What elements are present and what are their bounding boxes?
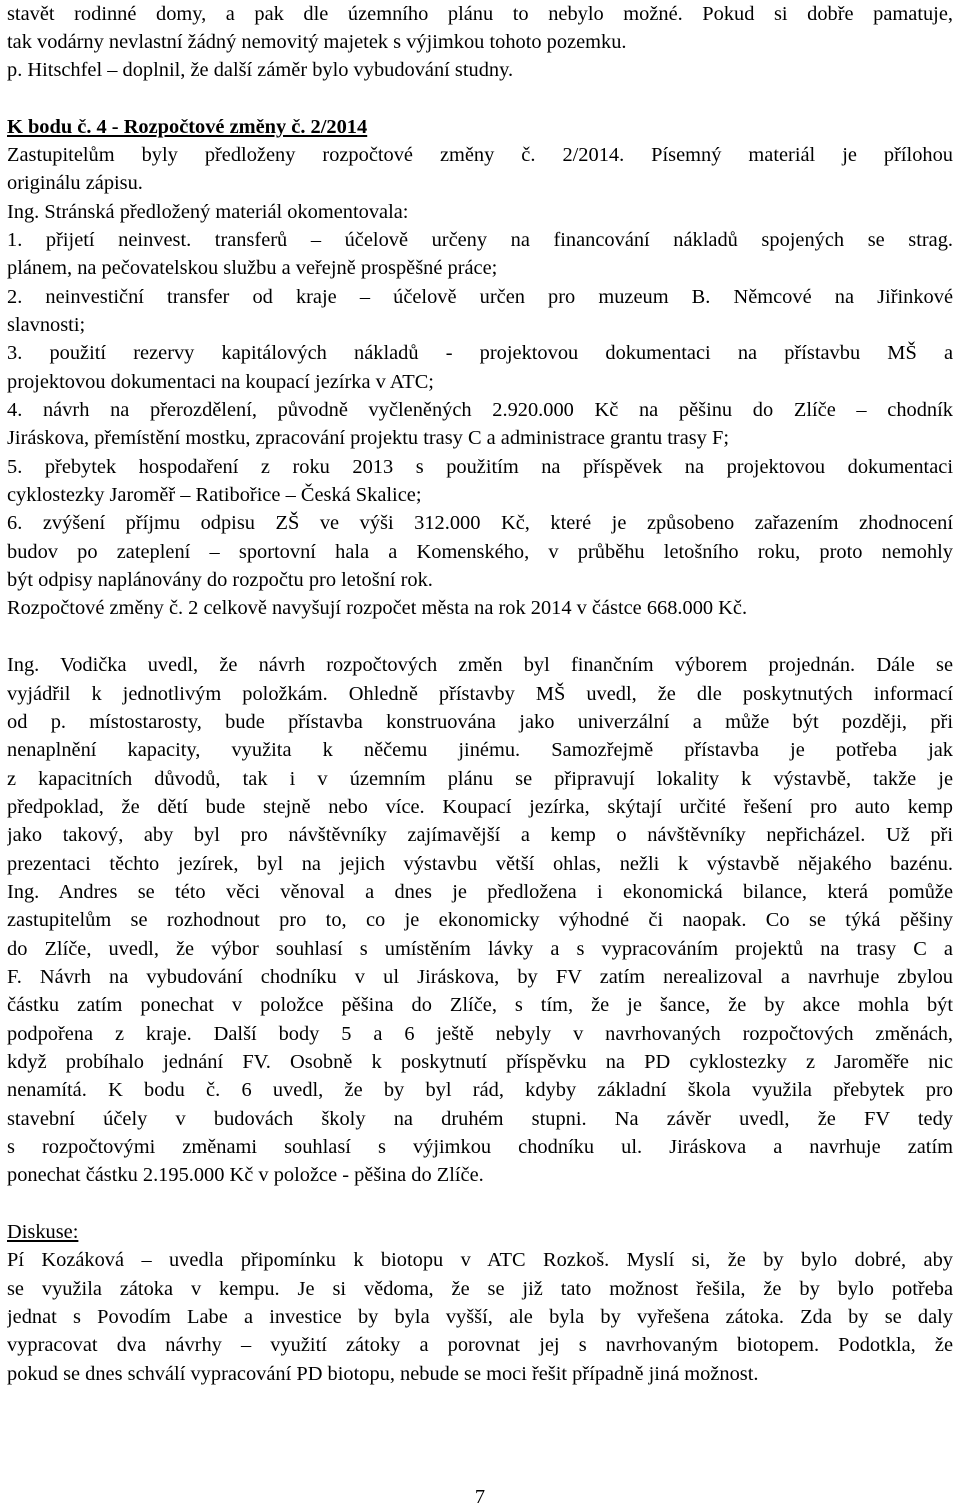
- text-line: ponechat částku 2.195.000 Kč v položce - pěšina do Zlíče.: [7, 1164, 484, 1186]
- text-line: tak vodárny nevlastní žádný nemovitý majetek s výjimkou tohoto pozemku.: [7, 31, 627, 53]
- text-line: Jiráskova, přemístění mostku, zpracování projektu trasy C a administrace grantu trasy F;: [7, 427, 729, 449]
- list-item: 5. přebytek hospodaření z roku 2013 s použitím na příspěvek na projektovou dokumentaci: [7, 456, 953, 478]
- text-line: Ing. Andres se této věci věnoval a dnes je předložena i ekonomická bilance, která pomůže: [7, 881, 953, 903]
- text-line: vyjádřil k jednotlivým položkám. Ohledně přístavby MŠ uvedl, že dle poskytnutých informací: [7, 683, 953, 705]
- text-line: originálu zápisu.: [7, 172, 143, 194]
- text-line: slavnosti;: [7, 314, 86, 336]
- diskuse-label: Diskuse:: [7, 1221, 79, 1243]
- text-line: s rozpočtovými změnami souhlasí s výjimkou chodníku ul. Jiráskova a navrhuje zatím: [7, 1136, 953, 1158]
- page-number: 7: [474, 1486, 486, 1508]
- text-line: nenaplnění kapacity, využita k něčemu jinému. Samozřejmě přístavba je potřeba jak: [7, 739, 953, 761]
- text-line: zastupitelům se rozhodnout pro to, co je ekonomicky výhodné či naopak. Co se týká pěšiny: [7, 909, 953, 931]
- text-line: pokud se dnes schválí vypracování PD biotopu, nebude se moci řešit případně jiná možnost.: [7, 1363, 759, 1385]
- list-item: 4. návrh na přerozdělení, původně vyčleněných 2.920.000 Kč na pěšinu do Zlíče – chodník: [7, 399, 953, 421]
- list-item: 1. přijetí neinvest. transferů – účelově určeny na financování nákladů spojených se strag.: [7, 229, 953, 251]
- text-line: být odpisy naplánovány do rozpočtu pro letošní rok.: [7, 569, 433, 591]
- list-item: 3. použití rezervy kapitálových nákladů - projektovou dokumentaci na přístavbu MŠ a: [7, 342, 953, 364]
- text-line: nenamítá. K bodu č. 6 uvedl, že by byl rád, kdyby základní škola využila přebytek pro: [7, 1079, 953, 1101]
- text-line: plánem, na pečovatelskou službu a veřejně prospěšné práce;: [7, 257, 498, 279]
- list-item: 2. neinvestiční transfer od kraje – účelově určen pro muzeum B. Němcové na Jiřinkové: [7, 286, 953, 308]
- text-line: jednat s Povodím Labe a investice by byla vyšší, ale byla by vyřešena zátoka. Zda by se daly: [7, 1306, 953, 1328]
- text-line: cyklostezky Jaroměř – Ratibořice – Česká Skalice;: [7, 484, 422, 506]
- text-line: stavět rodinné domy, a pak dle územního plánu to nebylo možné. Pokud si dobře pamatuje,: [7, 3, 953, 25]
- text-line: p. Hitschfel – doplnil, že další záměr bylo vybudování studny.: [7, 59, 514, 81]
- text-line: prezentaci těchto jezírek, byl na jejich výstavbu větší ohlas, nežli k výstavbě nějakého bazénu.: [7, 853, 953, 875]
- text-line: Pí Kozáková – uvedla připomínku k biotopu v ATC Rozkoš. Myslí si, že by bylo dobré, aby: [7, 1249, 953, 1271]
- section-heading: K bodu č. 4 - Rozpočtové změny č. 2/2014: [7, 116, 368, 138]
- text-line: vypracovat dva návrhy – využití zátoky a porovnat jej s navrhovaným biotopem. Podotkla, že: [7, 1334, 953, 1356]
- text-line: z kapacitních důvodů, tak i v územním plánu se připravují lokality k výstavbě, takže je: [7, 768, 953, 790]
- text-line: částku zatím ponechat v položce pěšina do Zlíče, s tím, že je šance, že by akce mohla být: [7, 994, 953, 1016]
- text-line: budov po zateplení – sportovní hala a Komenského, v průběhu letošního roku, proto nemohly: [7, 541, 953, 563]
- text-line: stavební účely v budovách školy na druhém stupni. Na závěr uvedl, že FV tedy: [7, 1108, 953, 1130]
- text-line: od p. místostarosty, bude přístavba konstruována jako univerzální a může být později, při: [7, 711, 953, 733]
- text-line: Ing. Stránská předložený materiál okomentovala:: [7, 201, 409, 223]
- text-line: do Zlíče, uvedl, že výbor souhlasí s umístěním lávky a s vypracováním projektů na trasy C a: [7, 938, 953, 960]
- text-line: projektovou dokumentaci na koupací jezírka v ATC;: [7, 371, 434, 393]
- text-line: předpoklad, že dětí bude stejně nebo více. Koupací jezírka, skýtají určité řešení pro auto kemp: [7, 796, 953, 818]
- text-line: Zastupitelům byly předloženy rozpočtové změny č. 2/2014. Písemný materiál je přílohou: [7, 144, 953, 166]
- list-item: 6. zvýšení příjmu odpisu ZŠ ve výši 312.000 Kč, které je způsobeno zařazením zhodnocení: [7, 512, 953, 534]
- text-line: když probíhalo jednání FV. Osobně k poskytnutí příspěvku na PD cyklostezky z Jaroměře nic: [7, 1051, 953, 1073]
- text-line: podpořena z kraje. Další body 5 a 6 ještě nebyly v navrhovaných rozpočtových změnách,: [7, 1023, 953, 1045]
- text-line: F. Návrh na vybudování chodníku v ul Jiráskova, by FV zatím nerealizoval a navrhuje zbylou: [7, 966, 953, 988]
- text-line: se využila zátoka v kempu. Je si vědoma, že se již tato možnost řešila, že by bylo potřeba: [7, 1278, 953, 1300]
- text-line: Rozpočtové změny č. 2 celkově navyšují rozpočet města na rok 2014 v částce 668.000 Kč.: [7, 597, 748, 619]
- text-line: Ing. Vodička uvedl, že návrh rozpočtových změn byl finančním výborem projednán. Dále se: [7, 654, 953, 676]
- text-line: jako takový, aby byl pro návštěvníky zajímavější a kemp o návštěvníky nepřicházel. Už při: [7, 824, 953, 846]
